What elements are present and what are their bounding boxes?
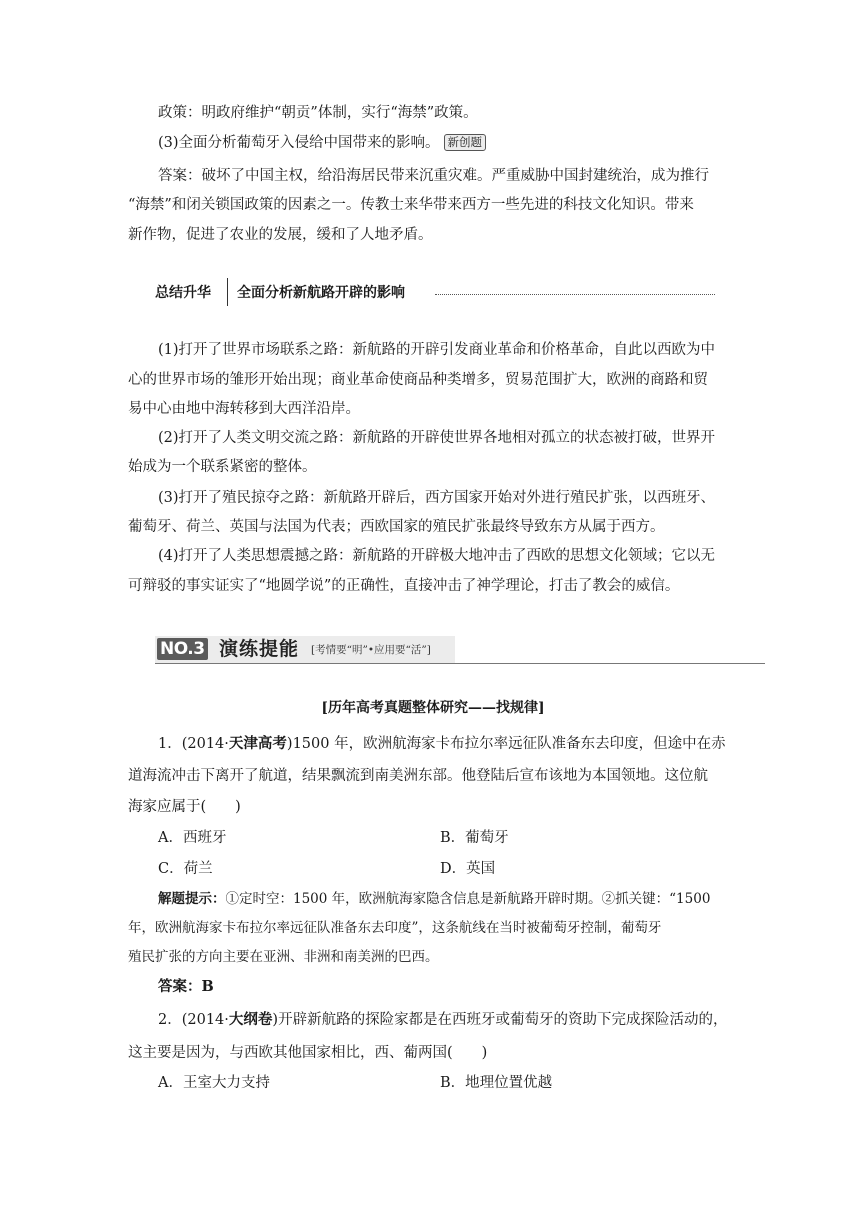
dotted-leader [435, 294, 715, 295]
q1-source: 天津高考 [228, 735, 287, 752]
banner-subtitle: [考情要“明”•应用要“活”] [311, 644, 431, 656]
question-3 [158, 133, 738, 153]
answer-line-3: 新作物，促进了农业的发展，缓和了人地矛盾。 [128, 227, 433, 243]
q1-line-1 [158, 734, 738, 754]
q2-prefix: 2．(2014· [158, 1012, 229, 1028]
q2-line-1-rest: )开辟新航路的探险家都是在西班牙或葡萄牙的资助下完成探险活动的， [272, 1012, 728, 1028]
summary-divider [227, 278, 228, 306]
summary-title: 全面分析新航路开辟的影响 [237, 285, 405, 301]
q2-source: 大纲卷 [228, 1011, 273, 1028]
q1-option-c: C．荷兰 [158, 861, 213, 877]
q1-line-2: 道海流冲击下离开了航道，结果飘流到南美洲东部。他登陆后宣布该地为本国领地。这位航 [128, 768, 708, 784]
q1-option-b: B．葡萄牙 [440, 830, 509, 846]
summary-p4-line-2: 可辩驳的事实证实了“地圆学说”的正确性，直接冲击了神学理论，打击了教会的威信。 [128, 578, 680, 594]
q1-line-1-rest: )1500 年，欧洲航海家卡布拉尔率远征队准备东去印度，但途中在赤 [286, 736, 726, 752]
question-3-text: (3)全面分析葡萄牙入侵给中国带来的影响。 [158, 135, 440, 151]
section-heading: [历年高考真题整体研究——找规律] [321, 700, 545, 716]
summary-header [155, 282, 715, 304]
new-question-tag: 新创题 [444, 134, 487, 151]
answer-line-2: “海禁”和闭关锁国政策的因素之一。传教士来华带来西方一些先进的科技文化知识。带来 [128, 197, 694, 213]
q1-option-a: A．西班牙 [158, 830, 227, 846]
hint-label: 解题提示： [158, 891, 226, 907]
summary-p2-line-2: 始成为一个联系紧密的整体。 [128, 459, 317, 475]
banner-title: 演练提能 [219, 638, 300, 660]
banner-rule [155, 663, 765, 664]
q1-hint-line-1 [158, 889, 738, 909]
summary-p1-line-1: (1)打开了世界市场联系之路：新航路的开辟引发商业革命和价格革命，自此以西欧为中 [158, 342, 716, 358]
q1-hint-line-2: 年，欧洲航海家卡布拉尔率远征队准备东去印度”，这条航线在当时被葡萄牙控制，葡萄牙 [128, 920, 662, 936]
banner-number: NO.3 [157, 638, 208, 660]
q2-line-1 [158, 1010, 738, 1030]
summary-p3-line-2: 葡萄牙、荷兰、英国与法国为代表；西欧国家的殖民扩张最终导致东方从属于西方。 [128, 519, 665, 535]
q1-option-d: D．英国 [440, 861, 496, 877]
q2-option-b: B．地理位置优越 [440, 1075, 553, 1091]
summary-p2-line-1: (2)打开了人类文明交流之路：新航路的开辟使世界各地相对孤立的状态被打破，世界开 [158, 430, 716, 446]
summary-p1-line-3: 易中心由地中海转移到大西洋沿岸。 [128, 401, 360, 417]
policy-line: 政策：明政府维护“朝贡”体制，实行“海禁”政策。 [158, 105, 478, 121]
answer-line-1: 答案：破坏了中国主权，给沿海居民带来沉重灾难。严重威胁中国封建统治，成为推行 [158, 168, 709, 184]
q2-option-a: A．王室大力支持 [158, 1075, 270, 1091]
q1-answer: 答案：B [158, 978, 214, 995]
q1-hint-line-3: 殖民扩张的方向主要在亚洲、非洲和南美洲的巴西。 [128, 949, 439, 965]
summary-p1-line-2: 心的世界市场的雏形开始出现；商业革命使商品种类增多，贸易范围扩大，欧洲的商路和贸 [128, 372, 708, 388]
q2-line-2: 这主要是因为，与西欧其他国家相比，西、葡两国( ) [128, 1045, 488, 1061]
practice-banner [155, 636, 765, 664]
summary-label: 总结升华 [155, 285, 211, 301]
q1-line-3: 海家应属于( ) [128, 799, 241, 815]
summary-p3-line-1: (3)打开了殖民掠夺之路：新航路开辟后，西方国家开始对外进行殖民扩张，以西班牙、 [158, 490, 716, 506]
q1-prefix: 1．(2014· [158, 736, 229, 752]
hint-line-1-rest: ①定时空：1500 年，欧洲航海家隐含信息是新航路开辟时期。②抓关键：“1500 [225, 891, 711, 907]
summary-p4-line-1: (4)打开了人类思想震撼之路：新航路的开辟极大地冲击了西欧的思想文化领域；它以无 [158, 548, 716, 564]
